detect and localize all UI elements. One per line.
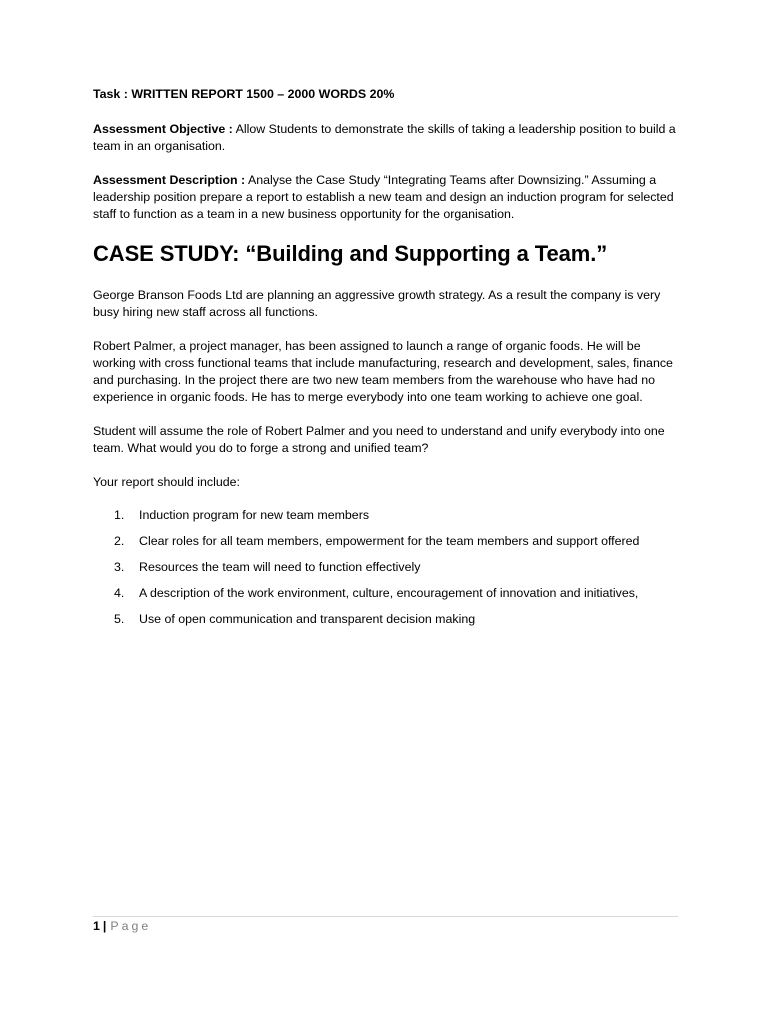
objective-label: Assessment Objective : bbox=[93, 122, 233, 136]
objective-text: Allow Students to demonstrate the skills of taking a leadership position to build a team in an organisation. bbox=[93, 122, 676, 153]
list-item-text: Resources the team will need to function effectively bbox=[139, 560, 421, 574]
list-item bbox=[93, 611, 678, 628]
footer-divider bbox=[93, 916, 678, 917]
footer-separator: | bbox=[102, 919, 107, 933]
description-text: Analyse the Case Study “Integrating Teams after Downsizing.” Assuming a leadership position prepare a report to establish a new team and design an induction program for selected staff to function as a team in a new business opportunity for the organisation. bbox=[93, 173, 674, 221]
list-item-text: Clear roles for all team members, empowerment for the team members and support offered bbox=[139, 534, 640, 548]
list-item-number: 4. bbox=[114, 586, 125, 600]
list-item bbox=[93, 559, 678, 576]
list-item-text: Use of open communication and transparent decision making bbox=[139, 612, 476, 626]
list-item-number: 2. bbox=[114, 534, 125, 548]
description-label: Assessment Description : bbox=[93, 173, 246, 187]
list-item bbox=[93, 533, 678, 550]
paragraph-student-role: Student will assume the role of Robert Palmer and you need to understand and unify everybody into one team. What would you do to forge a strong and unified team? bbox=[93, 424, 665, 455]
list-item-number: 1. bbox=[114, 508, 125, 522]
requirements-list bbox=[93, 507, 678, 628]
list-item-text: Induction program for new team members bbox=[139, 508, 370, 522]
case-study-title: CASE STUDY: “Building and Supporting a Team.” bbox=[93, 241, 608, 266]
list-item bbox=[93, 507, 678, 524]
list-item-number: 5. bbox=[114, 612, 125, 626]
report-include-heading: Your report should include: bbox=[93, 475, 240, 489]
page-number: 1 bbox=[93, 919, 100, 933]
list-item bbox=[93, 585, 678, 602]
document-body bbox=[93, 86, 678, 637]
list-item-number: 3. bbox=[114, 560, 125, 574]
paragraph-robert-palmer: Robert Palmer, a project manager, has been assigned to launch a range of organic foods. He will be working with cross functional teams that include manufacturing, research and development, sales, finance and purchasing. In the project there are two new team members from the warehouse who have had no experience in organic foods. He has to merge everybody into one team working to achieve one goal. bbox=[93, 339, 673, 404]
list-item-text: A description of the work environment, culture, encouragement of innovation and initiatives, bbox=[139, 586, 639, 600]
assessment-objective bbox=[93, 121, 678, 155]
page-label: Page bbox=[110, 919, 152, 933]
task-heading: Task : WRITTEN REPORT 1500 – 2000 WORDS 20% bbox=[93, 87, 395, 101]
paragraph-company: George Branson Foods Ltd are planning an aggressive growth strategy. As a result the company is very busy hiring new staff across all functions. bbox=[93, 288, 661, 319]
assessment-description bbox=[93, 172, 678, 223]
page-footer bbox=[93, 918, 151, 935]
